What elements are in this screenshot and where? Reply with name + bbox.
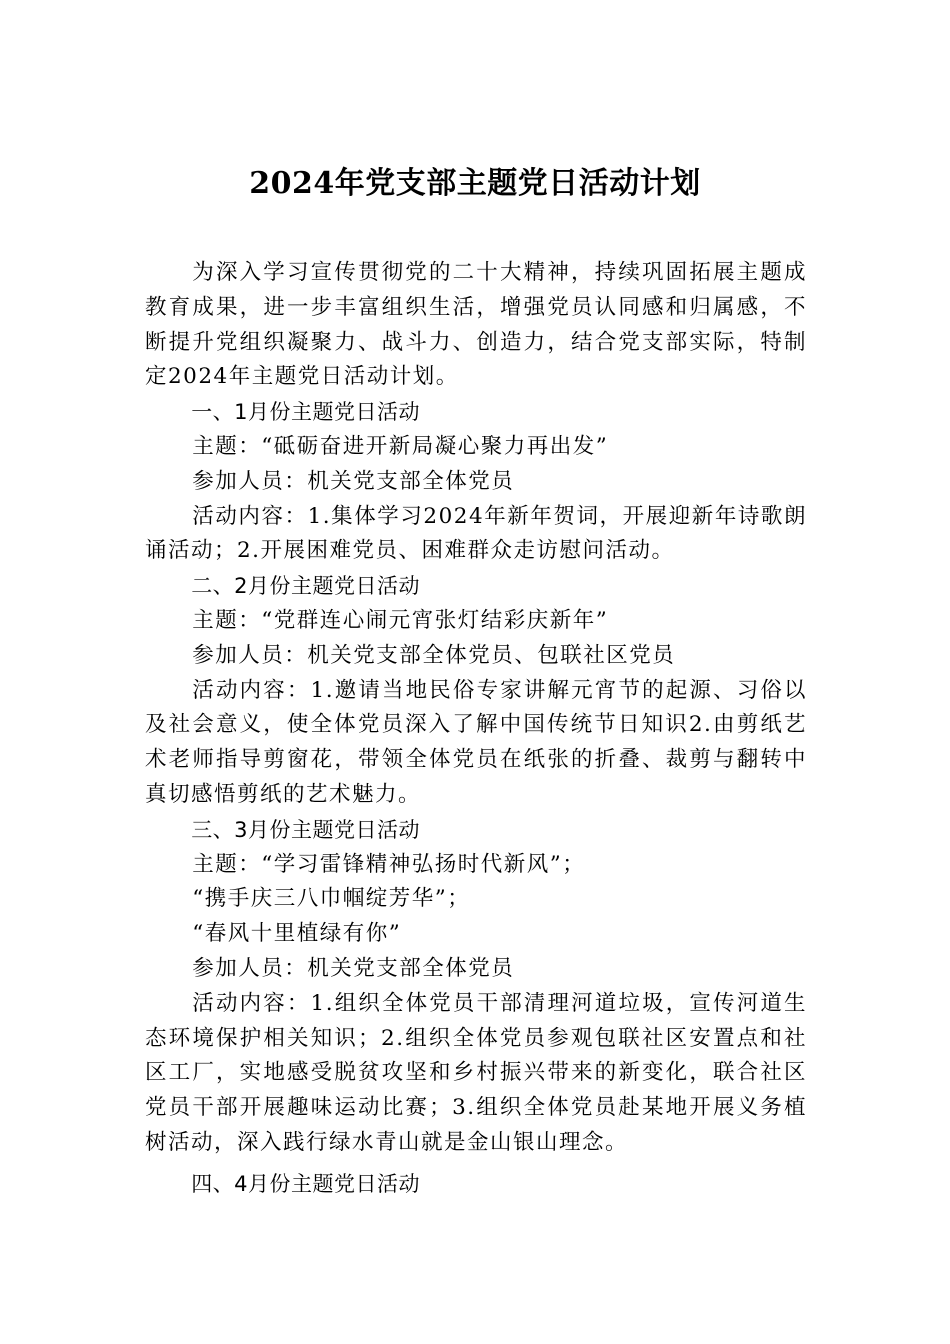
section-heading-february: 二、2月份主题党日活动 [191,574,421,599]
section-theme-march: 主题：“学习雷锋精神弘扬时代新风”； [192,851,586,877]
section-theme-february: 主题：“党群连心闹元宵张灯结彩庆新年” [192,607,609,633]
section-heading-april: 四、4月份主题党日活动 [191,1171,421,1196]
section-participants-february: 参加人员：机关党支部全体党员、包联社区党员 [192,642,676,668]
section-content-march: 活动内容：1.组织全体党员干部清理河道垃圾，宣传河道生态环境保护相关知识；2.组织全体党员参观包联社区安置点和社区工厂，实地感受脱贫攻坚和乡村振兴带来的新变化，联合社区党员干部开展趣味运动比赛；3.组织全体党员赴某地开展义务植树活动，深入践行绿水青山就是金山银山理念。 [145,990,807,1155]
document-body [145,256,807,1202]
section-participants-january: 参加人员：机关党支部全体党员 [192,468,515,494]
section-theme-march-line3: “春风十里植绿有你” [192,921,402,947]
intro-paragraph: 为深入学习宣传贯彻党的二十大精神，持续巩固拓展主题成教育成果，进一步丰富组织生活，增强党员认同感和归属感，不断提升党组织凝聚力、战斗力、创造力，结合党支部实际，特制定2024年主题党日活动计划。 [145,260,807,390]
section-content-january: 活动内容：1.集体学习2024年新年贺词，开展迎新年诗歌朗诵活动；2.开展困难党员、困难群众走访慰问活动。 [145,503,807,564]
section-heading-january: 一、1月份主题党日活动 [191,400,421,425]
section-theme-january: 主题：“砥砺奋进开新局凝心聚力再出发” [192,433,609,459]
document-title: 2024年党支部主题党日活动计划 [249,166,701,201]
section-content-february: 活动内容：1.邀请当地民俗专家讲解元宵节的起源、习俗以及社会意义，使全体党员深入了解中国传统节日知识2.由剪纸艺术老师指导剪窗花，带领全体党员在纸张的折叠、裁剪与翻转中真切感悟剪纸的艺术魅力。 [145,677,807,807]
section-theme-march-line2: “携手庆三八巾帼绽芳华”； [192,886,471,912]
section-heading-march: 三、3月份主题党日活动 [191,817,421,842]
section-participants-march: 参加人员：机关党支部全体党员 [192,955,515,981]
